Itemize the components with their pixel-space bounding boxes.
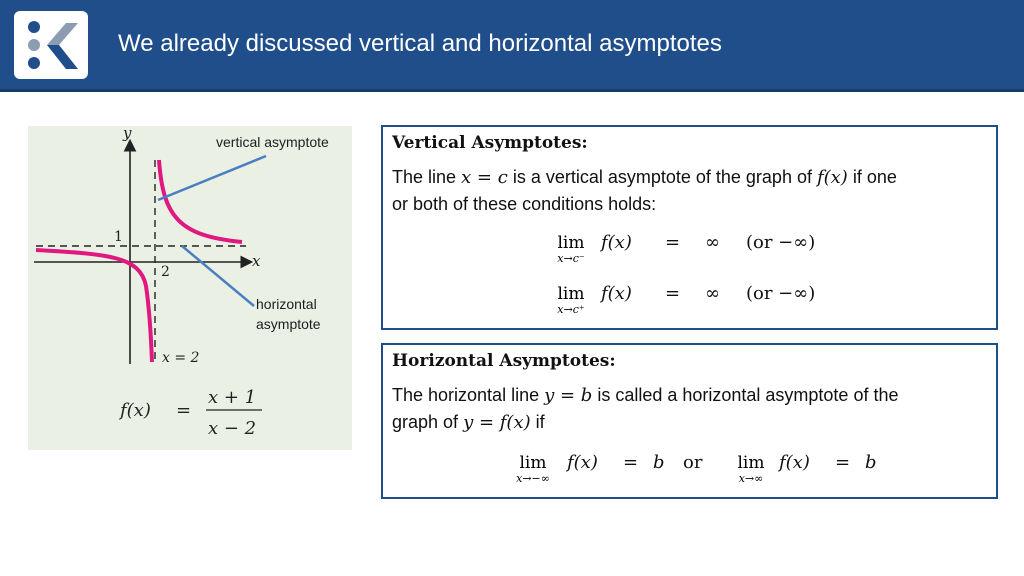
limit-inf-2: ∞	[705, 283, 720, 304]
limit-neg-inf-fx: f(x)	[567, 452, 598, 473]
limit-left-1: lim x→c⁻	[557, 233, 585, 265]
math-x-equals-c: x = c	[461, 167, 508, 188]
math-fx: f(x)	[816, 167, 848, 188]
limit-pos-inf: lim x→∞	[737, 453, 765, 485]
limit-eq-1: =	[665, 232, 681, 253]
limit-neg-inf-b: b	[653, 452, 665, 473]
vertical-asymptotes-heading: Vertical Asymptotes:	[392, 133, 588, 153]
vertical-definition-line1: The line x = c is a vertical asymptote of the graph of f(x) if one	[392, 167, 897, 188]
callout-line-horizontal	[182, 246, 254, 306]
vertical-definition-line2: or both of these conditions holds:	[392, 194, 657, 214]
limit-fx-1: f(x)	[601, 232, 632, 253]
graph-panel	[28, 126, 352, 450]
horizontal-definition-line1: The horizontal line y = b is called a horizontal asymptote of the	[392, 385, 899, 406]
limit-inf-1: ∞	[705, 232, 720, 253]
limit-or-word: or	[683, 452, 703, 473]
logo	[14, 11, 88, 79]
math-y-equals-b: y = b	[544, 385, 593, 406]
limit-or-neg-inf-2: (or −∞)	[746, 283, 816, 304]
asymptote-equation-label: x = 2	[162, 350, 200, 366]
limit-eq-2: =	[665, 283, 681, 304]
y-axis-label: y	[123, 126, 132, 142]
callout-horizontal-asymptote: horizontal asymptote	[256, 296, 321, 332]
limit-pos-inf-b: b	[865, 452, 877, 473]
horizontal-definition-line2: graph of y = f(x) if	[392, 412, 545, 433]
x-axis-label: x	[252, 252, 261, 270]
y-tick-1: 1	[114, 229, 123, 245]
math-y-equals-fx: y = f(x)	[463, 412, 531, 433]
limit-pos-inf-fx: f(x)	[779, 452, 810, 473]
rational-function-graph	[28, 126, 352, 450]
header-bar	[0, 0, 1024, 92]
x-tick-2: 2	[161, 264, 170, 280]
function-lhs: f(x)	[120, 400, 151, 421]
curve-right-branch	[159, 160, 242, 242]
limit-neg-inf-eq: =	[623, 452, 639, 473]
callout-vertical-asymptote: vertical asymptote	[216, 134, 329, 150]
horizontal-asymptotes-box	[381, 343, 998, 499]
function-denominator: x − 2	[208, 418, 257, 439]
function-numerator: x + 1	[208, 387, 257, 408]
limit-neg-inf: lim x→−∞	[516, 453, 550, 485]
limit-left-2: lim x→c⁺	[557, 284, 585, 316]
limit-fx-2: f(x)	[601, 283, 632, 304]
limit-pos-inf-eq: =	[835, 452, 851, 473]
limit-or-neg-inf-1: (or −∞)	[746, 232, 816, 253]
horizontal-asymptotes-heading: Horizontal Asymptotes:	[392, 351, 616, 371]
function-equals: =	[176, 400, 192, 421]
page-title: We already discussed vertical and horizontal asymptotes	[118, 30, 722, 57]
curve-left-branch	[36, 250, 152, 362]
logo-icon	[14, 11, 88, 79]
vertical-asymptotes-box	[381, 125, 998, 330]
callout-line-vertical	[158, 156, 266, 200]
